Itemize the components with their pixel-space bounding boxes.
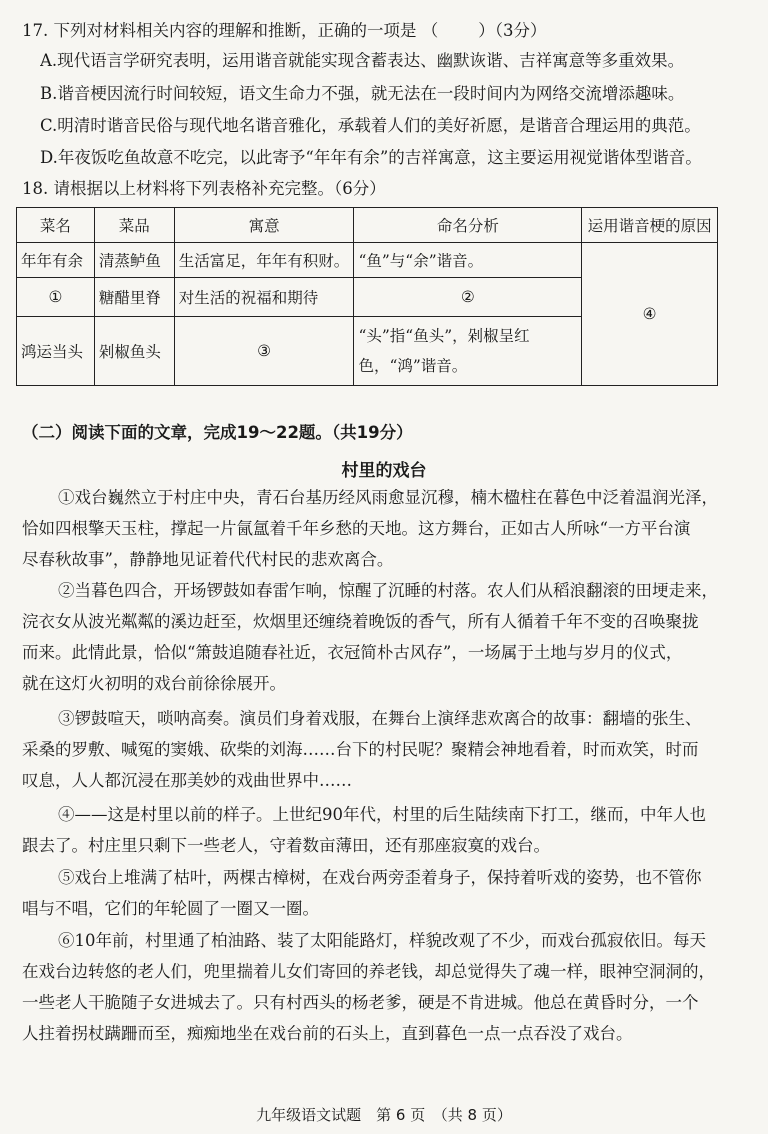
table-cell: 生活富足，年年有积财。 [174,243,354,278]
paragraph-1: ①戏台巍然立于村庄中央，青石台基历经风雨愈显沉穆，楠木楹柱在暮色中泛着温润光泽， 恰如四根擎天玉柱，撑起一片氤氲着千年乡愁的天地。这方舞台，正如古人所咏“一方平台演 尽春秋故事”，静静地见证着代代村民的悲欢离合。 [22,488,718,569]
q17-option-d: D.年夜饭吃鱼故意不吃完，以此寄予“年年有余”的吉祥寓意，这主要运用视觉谐体型谐音。 [40,148,702,167]
q17-option-c: C.明清时谐音民俗与现代地名谐音雅化，承载着人们的美好祈愿，是谐音合理运用的典范。 [40,116,701,135]
paragraph-2: ②当暮色四合，开场锣鼓如春雷乍响，惊醒了沉睡的村落。农人们从稻浪翻滚的田埂走来， 浣衣女从波光粼粼的溪边赶至，炊烟里还缠绕着晚饭的香气，所有人循着千年不变的召唤聚拢 而来。此情此景，恰似“箫鼓追随春社近，衣冠简朴古风存”，一场属于土地与岁月的仪式， 就在这灯火初明的戏台前徐徐展开。 [22,581,718,693]
table-cell: “头”指“鱼头”，剁椒呈红色，“鸿”谐音。 [354,317,582,386]
table-cell: 对生活的祝福和期待 [174,278,354,317]
q17-option-a: A.现代语言学研究表明，运用谐音就能实现含蓄表达、幽默诙谐、吉祥寓意等多重效果。 [40,51,685,70]
table-cell: 年年有余 [17,243,95,278]
table-header-row [17,208,718,243]
blank-3[interactable]: ③ [174,317,354,386]
paragraph-3: ③锣鼓喧天，唢呐高奏。演员们身着戏服，在舞台上演绎悲欢离合的故事：翻墙的张生、 采桑的罗敷、喊冤的窦娥、砍柴的刘海……台下的村民呢？聚精会神地看着，时而欢笑，时而 叹息，人人都沉浸在那美妙的戏曲世界中…… [22,709,702,790]
header-dish: 菜品 [94,208,174,243]
blank-4[interactable]: ④ [582,243,718,386]
header-dish-name: 菜名 [17,208,95,243]
article-title: 村里的戏台 [341,461,427,481]
paragraph-6: ⑥10年前，村里通了柏油路、装了太阳能路灯，样貌改观了不少，而戏台孤寂依旧。每天 在戏台边转悠的老人们，兜里揣着儿女们寄回的养老钱，却总觉得失了魂一样，眼神空洞洞的， 一些老人干脆随子女进城去了。只有村西头的杨老爹，硬是不肯进城。他总在黄昏时分，一个 人拄着拐杖蹒跚而至，痴痴地坐在戏台前的石头上，直到暮色一点一点吞没了戏台。 [22,931,715,1043]
paragraph-5: ⑤戏台上堆满了枯叶，两棵古樟树，在戏台两旁歪着身子，保持着听戏的姿势，也不管你 唱与不唱，它们的年轮圆了一圈又一圈。 [22,868,702,918]
table-row [17,243,718,278]
header-meaning: 寓意 [174,208,354,243]
section-heading: （二）阅读下面的文章，完成19～22题。（共19分） [22,423,413,442]
q18-stem: 18. 请根据以上材料将下列表格补充完整。（6分） [22,179,386,198]
blank-1[interactable]: ① [17,278,95,317]
page-footer: 九年级语文试题 第 6 页 （共 8 页） [256,1106,512,1124]
paragraph-4: ④——这是村里以前的样子。上世纪90年代，村里的后生陆续南下打工，继而，中年人也 跟去了。村庄里只剩下一些老人，守着数亩薄田，还有那座寂寞的戏台。 [22,805,706,855]
q17-option-b: B.谐音梗因流行时间较短，语文生命力不强，就无法在一段时间内为网络交流增添趣味。 [40,84,685,103]
table-cell: 清蒸鲈鱼 [94,243,174,278]
table-cell: “鱼”与“余”谐音。 [354,243,582,278]
table-cell: 鸿运当头 [17,317,95,386]
blank-2[interactable]: ② [354,278,582,317]
dish-table [16,207,718,386]
header-reason: 运用谐音梗的原因 [582,208,718,243]
table-cell: 糖醋里脊 [94,278,174,317]
header-naming-analysis: 命名分析 [354,208,582,243]
q17-stem: 17. 下列对材料相关内容的理解和推断，正确的一项是 （ ）（3分） [22,21,547,40]
table-cell: 剁椒鱼头 [94,317,174,386]
